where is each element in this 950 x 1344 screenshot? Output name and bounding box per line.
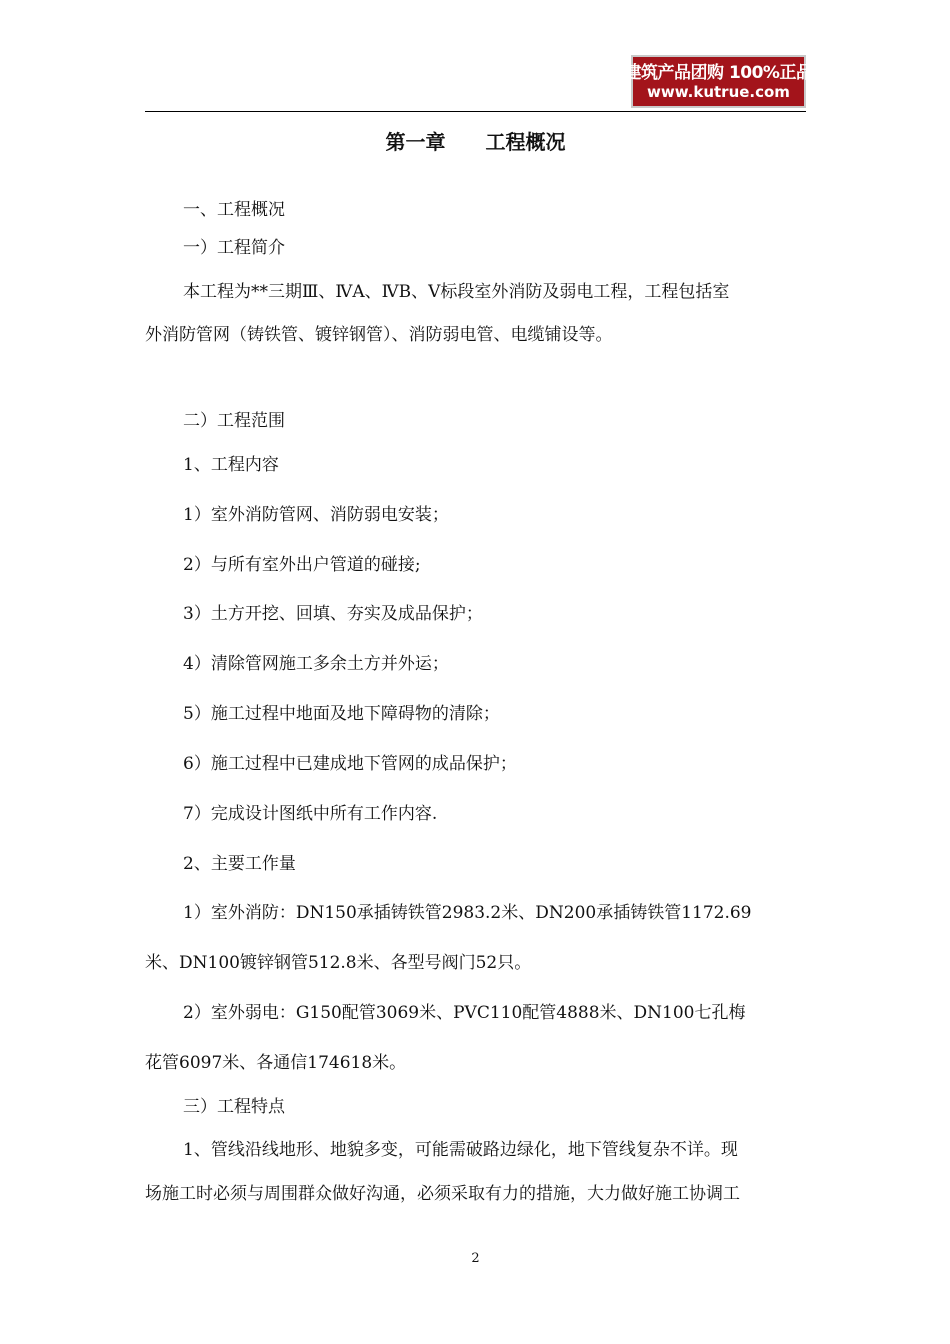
subsection-heading: 一）工程简介 (183, 238, 285, 258)
paragraph-line: 2）室外弱电：G150配管3069米、PVC110配管4888米、DN100七孔梅 (183, 1003, 746, 1023)
section-heading: 一、工程概况 (183, 200, 285, 220)
list-item: 6）施工过程中已建成地下管网的成品保护； (183, 754, 517, 774)
paragraph-line: 本工程为**三期Ⅲ、ⅣA、ⅣB、Ⅴ标段室外消防及弱电工程，工程包括室 (183, 282, 730, 302)
list-item: 3）土方开挖、回填、夯实及成品保护； (183, 604, 483, 624)
logo (624, 55, 813, 108)
subsection-heading: 二）工程范围 (183, 411, 285, 431)
logo-text-line2: www.kutrue.com (647, 82, 790, 101)
list-item: 4）清除管网施工多余土方并外运； (183, 654, 449, 674)
page-number: 2 (471, 1251, 480, 1266)
paragraph-line: 花管6097米、各通信174618米。 (145, 1053, 407, 1073)
item-heading: 2、主要工作量 (183, 854, 296, 874)
list-item: 7）完成设计图纸中所有工作内容. (183, 804, 438, 824)
header-rule (145, 111, 806, 112)
paragraph-line: 1）室外消防：DN150承插铸铁管2983.2米、DN200承插铸铁管1172.69 (183, 903, 752, 923)
subsection-heading: 三）工程特点 (183, 1097, 285, 1117)
chapter-title: 第一章 工程概况 (385, 130, 566, 154)
paragraph-line: 外消防管网（铸铁管、镀锌钢管）、消防弱电管、电缆铺设等。 (145, 325, 613, 345)
list-item: 2）与所有室外出户管道的碰接; (183, 555, 421, 575)
paragraph-line: 1、管线沿线地形、地貌多变，可能需破路边绿化，地下管线复杂不详。现 (183, 1140, 738, 1160)
item-heading: 1、工程内容 (183, 455, 279, 475)
list-item: 1）室外消防管网、消防弱电安装； (183, 505, 449, 525)
list-item: 5）施工过程中地面及地下障碍物的清除； (183, 704, 500, 724)
paragraph-line: 米、DN100镀锌钢管512.8米、各型号阀门52只。 (145, 953, 532, 973)
paragraph-line: 场施工时必须与周围群众做好沟通，必须采取有力的措施，大力做好施工协调工 (145, 1184, 740, 1204)
logo-text-line1: 建筑产品团购 100%正品 (624, 62, 813, 83)
